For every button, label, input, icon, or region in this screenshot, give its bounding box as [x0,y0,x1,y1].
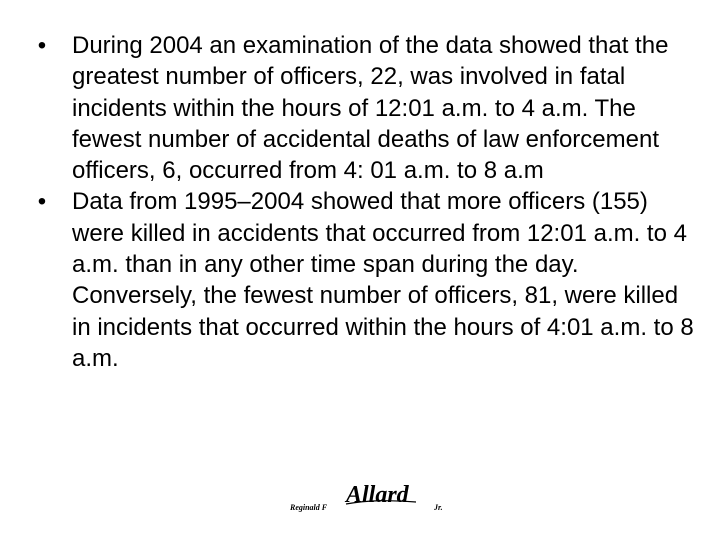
bullet-icon: • [37,188,47,216]
signature-logo [288,474,448,516]
bullet-item [32,30,700,186]
signature-suffix: Jr. [434,503,443,512]
signature-last-name: Allard [346,482,409,508]
bullet-text: Data from 1995–2004 showed that more officers (155) were killed in accidents that occurred from 12:01 a.m. to 4 a.m. than in any other time span during the day. Conversely, the fewest number of officers, 81, were killed in incidents that occurred within the hours of 4:01 a.m. to 8 a.m. [72,188,694,372]
bullet-list [32,30,700,374]
bullet-item [32,186,700,374]
bullet-text: During 2004 an examination of the data showed that the greatest number of officers, 22, was involved in fatal incidents within the hours of 12:01 a.m. to 4 a.m. The fewest number of accidental deaths of law enforcement officers, 6, occurred from 4: 01 a.m. to 8 a.m [72,32,669,185]
bullet-icon: • [37,32,47,59]
signature-first-name: Reginald F [290,503,328,512]
